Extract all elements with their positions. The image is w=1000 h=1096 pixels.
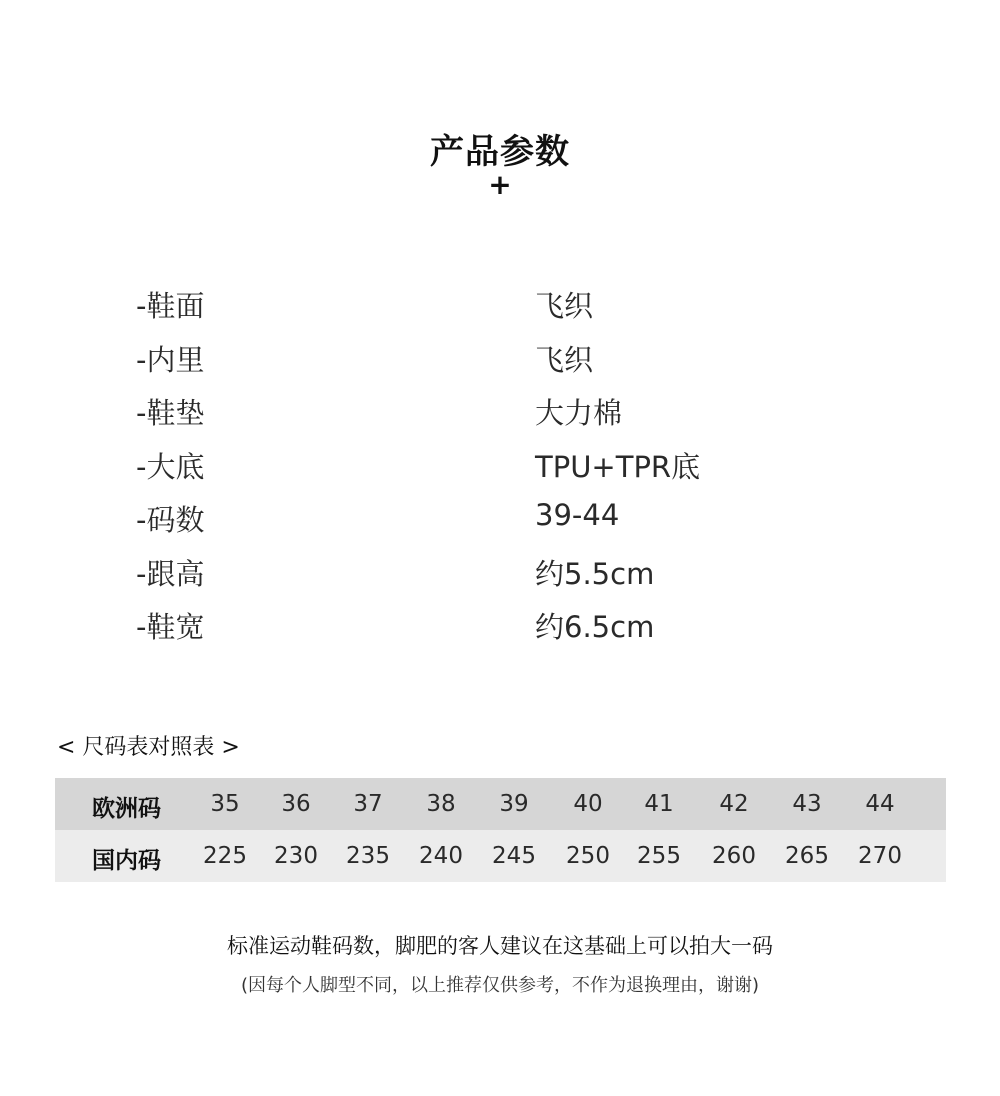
size-advice-note: 标准运动鞋码数，脚肥的客人建议在这基础上可以拍大一码 (227, 934, 773, 958)
param-label: -码数 (136, 503, 205, 537)
size-row-cn (55, 830, 946, 882)
size-row-eu (55, 778, 946, 830)
size-cell: 40 (573, 791, 603, 817)
row-header: 欧洲码 (92, 796, 161, 822)
param-label: -鞋面 (136, 289, 205, 323)
size-cell: 42 (719, 791, 749, 817)
param-label: -跟高 (136, 556, 205, 591)
size-cell: 255 (637, 843, 681, 869)
size-cell: 41 (644, 791, 674, 817)
product-params-list (0, 284, 1000, 659)
size-cell: 235 (346, 843, 390, 869)
size-cell: 240 (419, 843, 463, 869)
param-row-sizes (0, 498, 1000, 552)
size-cell: 37 (353, 791, 383, 817)
size-cell: 39 (499, 791, 529, 817)
param-row-outsole (0, 445, 1000, 499)
param-value: 大力棉 (535, 396, 623, 430)
size-cell: 38 (426, 791, 456, 817)
page-title: 产品参数 (430, 132, 570, 172)
param-value: 39-44 (535, 498, 620, 532)
param-value: 约5.5cm (535, 556, 655, 591)
size-cell: 230 (274, 843, 318, 869)
size-disclaimer-note: (因每个人脚型不同，以上推荐仅供参考，不作为退换理由，谢谢) (240, 975, 760, 996)
size-cell: 270 (858, 843, 902, 869)
size-chart-heading: < 尺码表对照表 > (57, 735, 240, 760)
param-row-heel-height (0, 552, 1000, 606)
param-row-shoe-width (0, 605, 1000, 659)
param-value: 飞织 (535, 342, 594, 377)
param-value: 约6.5cm (535, 610, 655, 644)
param-value: 飞织 (535, 289, 594, 323)
param-row-insole (0, 391, 1000, 445)
size-cell: 260 (712, 843, 756, 869)
size-chart-table (55, 778, 946, 882)
size-cell: 36 (281, 791, 311, 817)
size-cell: 35 (210, 791, 240, 817)
param-row-upper (0, 284, 1000, 338)
title-plus-symbol: + (488, 168, 512, 201)
param-label: -内里 (136, 342, 205, 377)
size-cell: 225 (203, 843, 247, 869)
size-cell: 245 (492, 843, 536, 869)
param-label: -鞋垫 (136, 396, 205, 430)
size-cell: 265 (785, 843, 829, 869)
size-cell: 43 (792, 791, 822, 817)
param-label: -鞋宽 (136, 610, 205, 644)
size-cell: 44 (865, 791, 895, 817)
param-label: -大底 (136, 449, 205, 484)
row-header: 国内码 (92, 848, 161, 874)
size-cell: 250 (566, 843, 610, 869)
param-row-lining (0, 338, 1000, 392)
param-value: TPU+TPR底 (535, 449, 701, 484)
